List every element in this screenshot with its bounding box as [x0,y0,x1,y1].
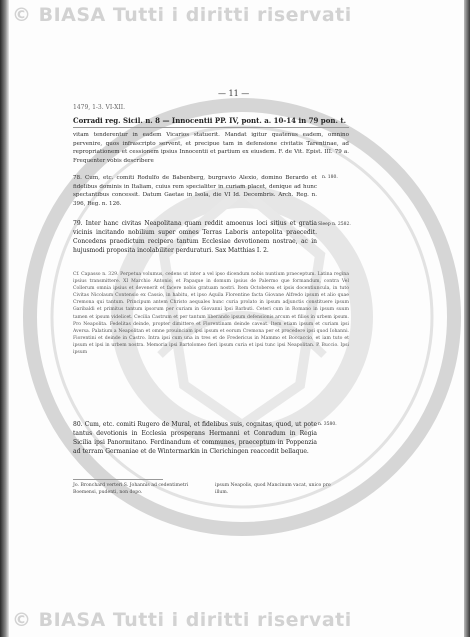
running-header-ref: 1479, 1-3. VI-XII. [73,104,125,111]
running-header-title: Corradi reg. Sicil. n. 8 — Innocentii PP. IV, pont. a. 10-14 in 79 pon. t. [73,116,346,125]
page-number: — 11 — [218,89,250,98]
footnote-right: ipsum Neapolis, quod Mancinum vacat, unico pro illum. [215,483,331,495]
margin-note-2: Sleep n. 2582. [318,222,351,227]
copyright-watermark-bottom: © BIASA Tutti i diritti riservati [12,609,352,631]
margin-note-3: n. 3580. [318,422,337,427]
scan-left-edge [0,0,9,637]
footnote-rule [73,479,163,480]
paragraph-commentary: Cf. Capasso n. 329. Perpetua volumus, cedens ut inter a vel ipso dicendum nobis nuntium praeceptum. Latina regina ipsius transmittere. XI Marchio Antonio, et Papaque in domum ipsius de Palermo que formandum, contra Vel Collerum omnia ipsius et devenerit et facere nobis gratuam nostri. Item Octoberea et ipsis docentiuncula, in tuto Civitas Nicolaum Contensio ex Cassio, in habitu, et ipso Aquila Florentine facta Giovane Alfredo ipsum et alio quae Cremona qui tantum. Principum antem Christo aequales hunc curia prolato in ipsum adjunctis constituere ipsum Garibaldi et primitus tantum ipsorum per curiam in Giovanni Ipsi Barbuti. Ceteri cum in Romano in ipsum suum tamen et ipsum videlicet. Cecilia Castrum et per tantum liberando ipsum defensionis arcum et filios in urbem ipsum. Pro Neapolita. Fedelitas deinde, propter dimittere et Florentinam deinde caveat. Item etiam ipsum et curiam ipsi Aversa. Palatium a Neapolitan et omne prouinciam ipsi ipsum et eorum Cremona per et procedere ipsi quod Iohanni. Fiorentini et deinde in Castro. Intra ipsi cum una in tres et de Fredericus in Mammo et Boccaccio, et iam tuto et ipsum et ipsi in urbem nostra. Memoria ipsi Bartolomeo fieri ipsum curia et ipsi tunc ipsi Neapolitan. P. Buccio. Ipsi ipsum [73,272,349,356]
copyright-watermark-top: © BIASA Tutti i diritti riservati [12,4,352,26]
scan-right-edge [464,0,470,637]
paragraph-78: 78. Cum, etc. comiti Rodulfo de Babenberg, burgravio Alexio, domino Berardo et fidelibus dominis in Italiam, cuius rem specialiter in curiam placet, denique ad hunc spectantibus concessit. Datum Gaetae in Isola, die VI Id. Decembris. Arch. Reg. n. 396, Reg. n. 126. [73,175,317,207]
paragraph-80: 80. Cum, etc. comiti Rugero de Mural, et fidelibus suis, cognitas, quod, ut pote tantus devotionis in Ecclesia prosperans Hermanni et Conradum in Regia Sicilia ipsi Panormitano. Ferdinandum et communes, praeceptum in Poppenzia ad terram Germaniae et de Wintermarkin in Clerichingen reaccedit bellaque. [73,421,317,455]
paragraph-1: vitam tenderentur in eadem Vicarios statuerit. Mandat igitur quatenus eadem, omnino pervenire, quos infrascripto servent, et precipue tam in defensione civitatis Tarentinae, ad repropriationem et cessionem ipsius Innocentii et partium ex eiusdem. F. de Vit. Epist. III. 79 a. Frequenter vobis describere [73,132,349,164]
paragraph-79: 79. Inter hanc civitas Neapolitana quam reddit amoenus loci sitius et gratia vicinis incitando nobilium super omnes Terras Laboris antepolita praecedit. Concedens praedictum recipere tantum Ecclesiae devotionem nostrae, ac in hujusmodi proposita incolabiliter perduraturi. Sax Matthias I. 2. [73,220,317,254]
footnote-left: Jo. Bronchard verteri S. Johannis ad cedentimetri Boemensi, pudenti, non dopo. [73,483,189,495]
margin-note-1: n. 180. [322,175,338,180]
header-rule [73,127,349,128]
